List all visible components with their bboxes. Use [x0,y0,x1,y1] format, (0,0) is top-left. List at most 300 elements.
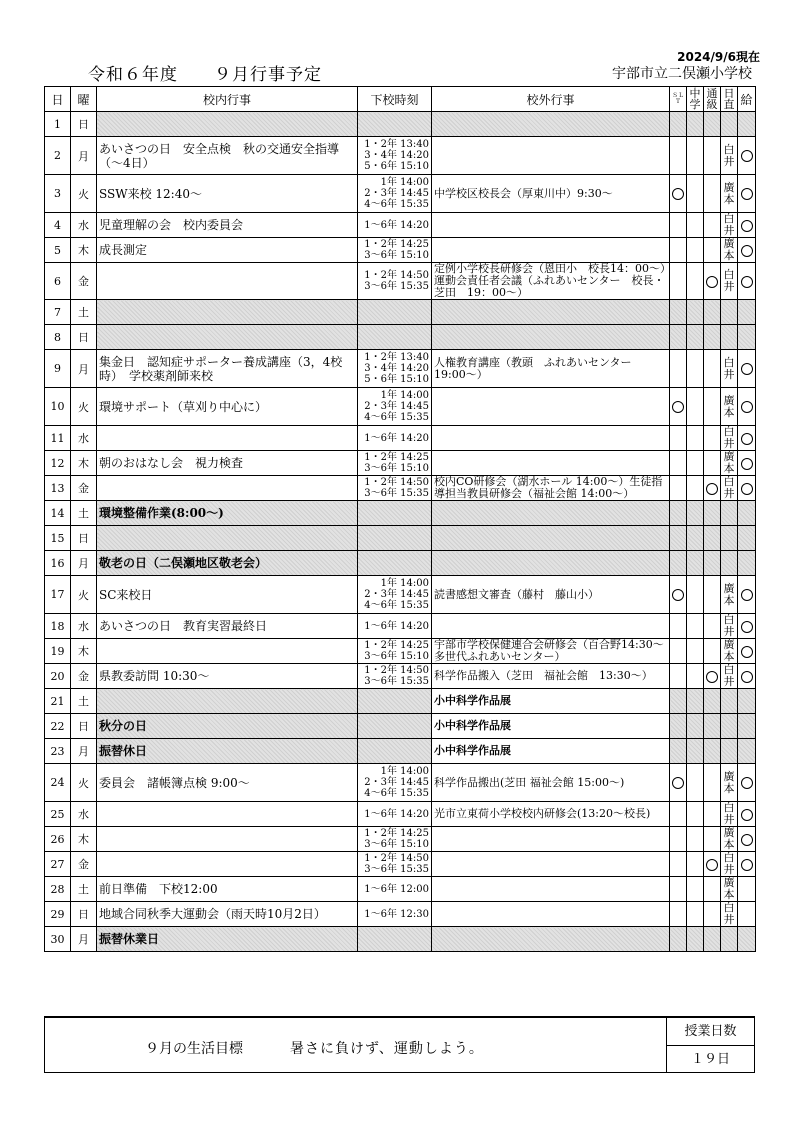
school-event-cell: 朝のおはなし会 視力検査 [97,451,358,476]
slt-cell [670,350,687,388]
weekday-cell: 木 [71,827,97,852]
table-row [45,175,756,213]
weekday-cell: 木 [71,451,97,476]
dismissal-cell [358,714,432,739]
dismissal-time: 3〜6年 15:35 [364,281,429,292]
external-event-cell [432,137,670,175]
school-event-cell: あいさつの日 教育実習最終日 [97,614,358,639]
duty-cell [721,614,738,639]
dismissal-cell [358,388,432,426]
dismissal-time: 3〜6年 15:35 [364,488,429,499]
school-event-cell: 振替休日 [97,739,358,764]
weekday-cell: 土 [71,689,97,714]
school-event-cell [97,689,358,714]
school-event-cell: 集金日 認知症サポーター養成講座（3，4校時） 学校薬剤師来校 [97,350,358,388]
dismissal-cell [358,112,432,137]
school-event-cell: 環境サポート（草刈り中心に） [97,388,358,426]
dismissal-time: 3〜6年 15:35 [364,676,429,687]
col-day: 日 [45,87,71,112]
duty-name: 白井 [723,851,735,876]
table-row [45,852,756,877]
jh-cell [687,350,704,388]
table-row [45,927,756,952]
lunch-cell [738,137,756,175]
tk-cell [704,112,721,137]
table-row [45,112,756,137]
jh-cell [687,526,704,551]
jh-cell [687,263,704,300]
slt-cell [670,852,687,877]
lunch-cell [738,877,756,902]
external-event-cell [432,927,670,952]
external-event-cell [432,852,670,877]
class-days-box [666,1018,754,1073]
duty-name: 白井 [723,355,735,381]
table-row [45,137,756,175]
dismissal-cell [358,664,432,689]
jh-cell [687,175,704,213]
weekday-cell: 日 [71,112,97,137]
weekday-cell: 金 [71,263,97,300]
table-row [45,551,756,576]
tk-cell [704,802,721,827]
table-row [45,902,756,927]
external-event-cell [432,501,670,526]
month-title: ９月行事予定 [214,65,322,85]
page-title [88,60,322,85]
lunch-cell [738,689,756,714]
dismissal-time: 1〜6年 14:20 [364,432,429,444]
dismissal-time: 1・2年 14:25 [364,640,429,651]
day-cell: 25 [45,802,71,827]
external-event-cell [432,325,670,350]
external-event-cell: 宇部市学校保健連合会研修会（百合野14:30〜 多世代ふれあいセンター） [432,639,670,664]
dismissal-time: 2・3年 14:45 [364,188,429,199]
weekday-cell: 月 [71,350,97,388]
external-event-cell: 科学作品搬出(芝田 福祉会館 15:00〜) [432,764,670,802]
weekday-cell: 金 [71,476,97,501]
lunch-mark [741,483,753,495]
weekday-cell: 月 [71,551,97,576]
table-row [45,263,756,300]
tk-cell [704,902,721,927]
day-cell: 17 [45,576,71,614]
external-event-cell: 人権教育講座（教頭 ふれあいセンター19:00〜） [432,350,670,388]
tk-cell [704,300,721,325]
slt-cell [670,388,687,426]
as-of-date: 2024/9/6現在 [677,50,760,64]
dismissal-time: 3・4年 14:20 [364,150,429,161]
tk-cell [704,852,721,877]
lunch-mark [741,150,753,162]
weekday-cell: 日 [71,714,97,739]
school-event-cell [97,300,358,325]
duty-name: 白井 [723,613,735,638]
duty-cell [721,664,738,689]
table-row [45,350,756,388]
weekday-cell: 金 [71,852,97,877]
day-cell: 12 [45,451,71,476]
school-event-cell: 振替休業日 [97,927,358,952]
external-event-cell [432,112,670,137]
day-cell: 9 [45,350,71,388]
slt-cell [670,501,687,526]
day-cell: 19 [45,639,71,664]
dismissal-cell [358,927,432,952]
duty-name: 廣本 [723,180,735,206]
col-external-events: 校外行事 [432,87,670,112]
school-name: 宇部市立二俣瀬小学校 [612,66,752,82]
jh-cell [687,764,704,802]
lunch-cell [738,764,756,802]
duty-name: 白井 [723,142,735,168]
tk-cell [704,927,721,952]
lunch-cell [738,238,756,263]
slt-cell [670,576,687,614]
circle-mark [706,859,718,871]
weekday-cell: 水 [71,213,97,238]
external-event-cell [432,827,670,852]
dismissal-time: 1〜6年 14:20 [364,219,429,231]
class-days-value: １９日 [690,1052,730,1067]
jh-cell [687,137,704,175]
table-row [45,576,756,614]
table-row [45,526,756,551]
tk-cell [704,639,721,664]
table-row [45,764,756,802]
day-cell: 2 [45,137,71,175]
day-cell: 21 [45,689,71,714]
dismissal-cell [358,476,432,501]
day-cell: 11 [45,426,71,451]
school-event-cell: 前日準備 下校12:00 [97,877,358,902]
lunch-mark [741,220,753,232]
table-row [45,739,756,764]
table-row [45,877,756,902]
lunch-mark [741,433,753,445]
dismissal-cell [358,263,432,300]
table-row [45,614,756,639]
external-event-cell: 読書感想文審査（藤村 藤山小） [432,576,670,614]
table-row [45,639,756,664]
slt-cell [670,614,687,639]
external-event-cell: 校内CO研修会（湖水ホール 14:00〜）生徒指導担当教員研修会（福祉会館 14:00〜） [432,476,670,501]
col-school-events: 校内行事 [97,87,358,112]
duty-cell [721,325,738,350]
weekday-cell: 日 [71,325,97,350]
circle-mark [706,276,718,288]
goal-title: ９月の生活目標 [145,1041,243,1057]
lunch-cell [738,325,756,350]
weekday-cell: 木 [71,238,97,263]
dismissal-time: 3〜6年 15:10 [364,250,429,261]
school-event-cell: 県教委訪問 10:30〜 [97,664,358,689]
slt-cell [670,689,687,714]
dismissal-time: 2・3年 14:45 [364,589,429,600]
tk-cell [704,526,721,551]
jh-cell [687,300,704,325]
duty-cell [721,350,738,388]
slt-cell [670,764,687,802]
jh-cell [687,902,704,927]
school-event-cell [97,852,358,877]
col-weekday: 曜 [71,87,97,112]
dismissal-time: 2・3年 14:45 [364,401,429,412]
day-cell: 10 [45,388,71,426]
dismissal-cell [358,614,432,639]
duty-cell [721,388,738,426]
school-event-cell [97,526,358,551]
day-cell: 14 [45,501,71,526]
table-row [45,714,756,739]
duty-cell [721,852,738,877]
external-event-cell [432,902,670,927]
duty-cell [721,112,738,137]
dismissal-cell [358,852,432,877]
duty-name: 廣本 [723,581,735,607]
school-event-cell: SC来校日 [97,576,358,614]
slt-cell [670,551,687,576]
school-event-cell [97,325,358,350]
tk-cell [704,739,721,764]
lunch-cell [738,112,756,137]
table-row [45,451,756,476]
tk-cell [704,764,721,802]
goal-text: 暑さに負けず、運動しよう。 [290,1041,484,1057]
external-event-cell [432,426,670,451]
day-cell: 7 [45,300,71,325]
tk-cell [704,877,721,902]
duty-cell [721,300,738,325]
weekday-cell: 水 [71,614,97,639]
external-event-cell: 光市立東荷小学校校内研修会(13:20〜校長) [432,802,670,827]
col-dismissal: 下校時刻 [358,87,432,112]
duty-cell [721,175,738,213]
lunch-mark [741,671,753,683]
lunch-cell [738,714,756,739]
slt-cell [670,877,687,902]
dismissal-time: 3〜6年 15:10 [364,839,429,850]
weekday-cell: 土 [71,877,97,902]
dismissal-cell [358,739,432,764]
tk-cell [704,137,721,175]
school-event-cell [97,112,358,137]
lunch-mark [741,363,753,375]
dismissal-cell [358,802,432,827]
slt-cell [670,137,687,175]
school-event-cell [97,426,358,451]
external-event-cell [432,614,670,639]
tk-cell [704,664,721,689]
lunch-cell [738,739,756,764]
dismissal-time: 1・2年 14:50 [364,853,429,864]
external-event-cell [432,388,670,426]
jh-cell [687,325,704,350]
duty-cell [721,451,738,476]
col-slt: ＳＬＴ [670,87,687,112]
circle-mark [672,188,684,200]
duty-name: 廣本 [723,876,735,901]
weekday-cell: 水 [71,802,97,827]
col-commute: 通級 [704,87,721,112]
weekday-cell: 月 [71,739,97,764]
external-event-cell: 小中科学作品展 [432,689,670,714]
weekday-cell: 木 [71,639,97,664]
dismissal-time: 1年 14:00 [380,766,429,777]
day-cell: 3 [45,175,71,213]
external-event-cell: 科学作品搬入（芝田 福祉会館 13:30〜） [432,664,670,689]
day-cell: 5 [45,238,71,263]
duty-cell [721,551,738,576]
slt-cell [670,263,687,300]
duty-cell [721,877,738,902]
lunch-mark [741,401,753,413]
lunch-cell [738,526,756,551]
schedule-body [45,112,756,952]
dismissal-cell [358,526,432,551]
day-cell: 20 [45,664,71,689]
slt-cell [670,175,687,213]
duty-cell [721,827,738,852]
duty-cell [721,213,738,238]
day-cell: 27 [45,852,71,877]
dismissal-time: 4〜6年 15:35 [364,788,429,799]
dismissal-time: 3・4年 14:20 [364,363,429,374]
day-cell: 22 [45,714,71,739]
col-junior-high: 中学 [687,87,704,112]
external-event-cell [432,451,670,476]
lunch-cell [738,501,756,526]
dismissal-time: 4〜6年 15:35 [364,600,429,611]
slt-cell [670,325,687,350]
slt-cell [670,213,687,238]
lunch-cell [738,852,756,877]
duty-cell [721,764,738,802]
weekday-cell: 火 [71,576,97,614]
day-cell: 24 [45,764,71,802]
table-row [45,501,756,526]
external-event-cell [432,877,670,902]
jh-cell [687,501,704,526]
dismissal-time: 1年 14:00 [380,390,429,401]
jh-cell [687,827,704,852]
school-event-cell [97,476,358,501]
slt-cell [670,300,687,325]
external-event-cell [432,213,670,238]
duty-cell [721,639,738,664]
duty-name: 廣本 [723,393,735,419]
dismissal-cell [358,175,432,213]
duty-name: 白井 [723,268,735,293]
lunch-cell [738,263,756,300]
tk-cell [704,238,721,263]
lunch-cell [738,213,756,238]
dismissal-time: 1〜6年 14:20 [364,620,429,632]
lunch-cell [738,551,756,576]
dismissal-time: 3〜6年 15:10 [364,651,429,662]
school-event-cell: 委員会 諸帳簿点検 9:00〜 [97,764,358,802]
weekday-cell: 日 [71,902,97,927]
slt-cell [670,714,687,739]
schedule-table [44,86,756,952]
tk-cell [704,263,721,300]
lunch-cell [738,426,756,451]
school-event-cell [97,639,358,664]
day-cell: 13 [45,476,71,501]
dismissal-time: 4〜6年 15:35 [364,199,429,210]
day-cell: 1 [45,112,71,137]
jh-cell [687,639,704,664]
school-event-cell: SSW来校 12:40〜 [97,175,358,213]
lunch-cell [738,827,756,852]
dismissal-time: 1・2年 14:25 [364,239,429,250]
lunch-mark [741,276,753,288]
lunch-cell [738,350,756,388]
duty-cell [721,689,738,714]
jh-cell [687,476,704,501]
tk-cell [704,551,721,576]
external-event-cell: 小中科学作品展 [432,714,670,739]
school-event-cell: 敬老の日（二俣瀬地区敬老会） [97,551,358,576]
day-cell: 29 [45,902,71,927]
dismissal-cell [358,689,432,714]
table-row [45,300,756,325]
jh-cell [687,802,704,827]
tk-cell [704,213,721,238]
tk-cell [704,827,721,852]
lunch-mark [741,589,753,601]
duty-cell [721,476,738,501]
class-days-label: 授業日数 [667,1018,754,1046]
dismissal-cell [358,238,432,263]
tk-cell [704,714,721,739]
tk-cell [704,388,721,426]
jh-cell [687,576,704,614]
slt-cell [670,827,687,852]
weekday-cell: 土 [71,501,97,526]
lunch-mark [741,646,753,658]
lunch-cell [738,902,756,927]
duty-cell [721,902,738,927]
duty-cell [721,802,738,827]
duty-name: 白井 [723,663,735,688]
external-event-cell: 定例小学校長研修会（恩田小 校長14：00〜）運動会責任者会議（ふれあいセンター 校長・芝田 19：00〜） [432,263,670,300]
duty-cell [721,526,738,551]
slt-cell [670,739,687,764]
duty-name: 白井 [723,425,735,450]
table-row [45,802,756,827]
duty-name: 廣本 [723,769,735,795]
lunch-mark [741,621,753,633]
school-event-cell [97,802,358,827]
jh-cell [687,451,704,476]
school-event-cell [97,827,358,852]
dismissal-time: 4〜6年 15:35 [364,412,429,423]
external-event-cell [432,526,670,551]
duty-cell [721,501,738,526]
duty-name: 廣本 [723,638,735,663]
duty-cell [721,714,738,739]
duty-cell [721,238,738,263]
table-row [45,388,756,426]
tk-cell [704,175,721,213]
dismissal-cell [358,764,432,802]
dismissal-time: 2・3年 14:45 [364,777,429,788]
tk-cell [704,614,721,639]
dismissal-time: 1年 14:00 [380,177,429,188]
lunch-mark [741,188,753,200]
duty-cell [721,739,738,764]
